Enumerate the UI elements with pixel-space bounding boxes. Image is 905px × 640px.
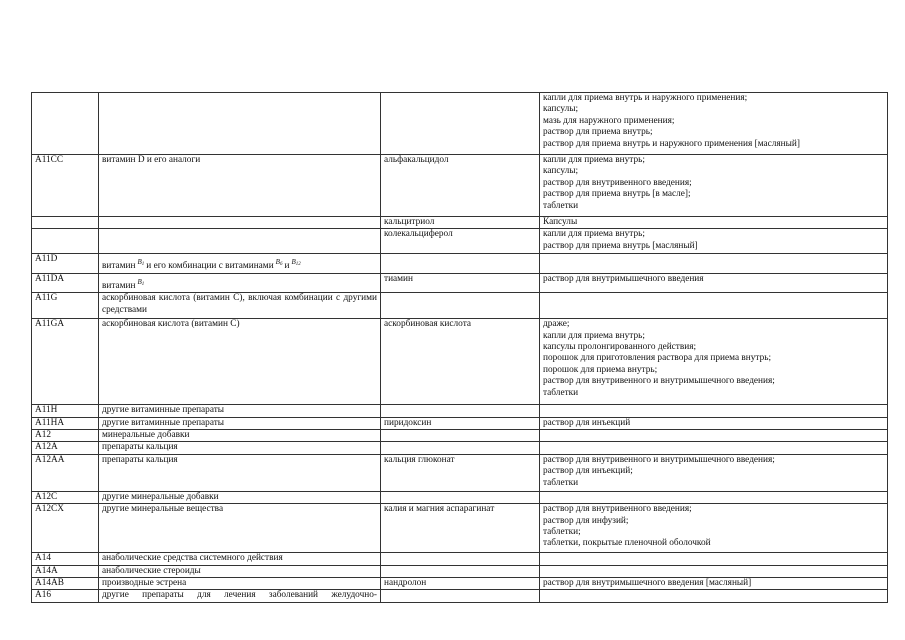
dosage-forms-cell bbox=[540, 229, 888, 254]
dosage-forms-cell bbox=[540, 319, 888, 405]
table-row bbox=[32, 454, 888, 491]
table-row bbox=[32, 93, 888, 155]
inn-cell bbox=[381, 491, 540, 503]
dosage-form: капсулы; bbox=[543, 166, 579, 177]
dosage-form: порошок для приема внутрь; bbox=[543, 364, 658, 375]
dosage-form: раствор для внутримышечного введения [масляный] bbox=[543, 578, 752, 589]
dosage-form: порошок для приготовления раствора для приема внутрь; bbox=[543, 353, 772, 364]
table-row bbox=[32, 229, 888, 254]
inn-cell bbox=[381, 553, 540, 565]
dosage-form: раствор для инъекций bbox=[543, 417, 631, 428]
atc-code-cell: A11H bbox=[32, 405, 99, 417]
dosage-forms-cell bbox=[540, 254, 888, 273]
atc-code-cell: A16 bbox=[32, 590, 99, 602]
atc-code-cell: A12AA bbox=[32, 454, 99, 491]
dosage-form: раствор для приема внутрь и наружного применения [масляный] bbox=[543, 138, 800, 149]
dosage-form: таблетки bbox=[543, 387, 579, 398]
inn-cell bbox=[381, 93, 540, 155]
dosage-form: таблетки bbox=[543, 477, 579, 488]
dosage-forms-cell bbox=[540, 491, 888, 503]
atc-code-cell: A12CX bbox=[32, 504, 99, 553]
dosage-forms-cell bbox=[540, 578, 888, 590]
table-row bbox=[32, 417, 888, 429]
group-name-cell bbox=[99, 93, 381, 155]
dosage-form: раствор для инфузий; bbox=[543, 515, 629, 526]
dosage-forms-cell bbox=[540, 293, 888, 319]
atc-code-cell: A11CC bbox=[32, 155, 99, 217]
table-row bbox=[32, 491, 888, 503]
group-name-cell bbox=[99, 217, 381, 229]
group-name-cell: препараты кальция bbox=[99, 454, 381, 491]
group-name-cell: аскорбиновая кислота (витамин С), включая комбинации с другими средствами bbox=[99, 293, 381, 319]
inn-cell bbox=[381, 405, 540, 417]
dosage-form: таблетки bbox=[543, 200, 579, 211]
dosage-form: капли для приема внутрь; bbox=[543, 155, 645, 165]
inn-cell bbox=[381, 442, 540, 454]
dosage-forms-cell bbox=[540, 273, 888, 292]
dosage-forms-cell bbox=[540, 442, 888, 454]
table-row bbox=[32, 442, 888, 454]
vitamin-b6-symbol: B6 bbox=[275, 258, 283, 268]
group-name-cell: витамин $^{B_1}$ и его комбинации с витаминами $^{B_6}$ и $^{B_{12}}$ bbox=[99, 254, 381, 273]
table-row bbox=[32, 217, 888, 229]
dosage-forms-cell bbox=[540, 155, 888, 217]
drug-classification-table bbox=[31, 92, 888, 603]
atc-code-cell: A11GA bbox=[32, 319, 99, 405]
atc-code-cell: A14 bbox=[32, 553, 99, 565]
dosage-form: раствор для внутривенного и внутримышечного введения; bbox=[543, 376, 775, 387]
atc-code-cell: A11HA bbox=[32, 417, 99, 429]
dosage-form: раствор для внутривенного и внутримышечного введения; bbox=[543, 454, 775, 465]
atc-code-cell: A11DA bbox=[32, 273, 99, 292]
group-name-cell bbox=[99, 229, 381, 254]
dosage-forms-cell bbox=[540, 590, 888, 602]
table-row bbox=[32, 504, 888, 553]
group-name-cell: анаболические стероиды bbox=[99, 565, 381, 577]
table-row bbox=[32, 319, 888, 405]
dosage-forms-cell bbox=[540, 504, 888, 553]
group-name-cell: другие препараты для лечения заболеваний желудочно- bbox=[99, 590, 381, 602]
atc-code-cell: A11D bbox=[32, 254, 99, 273]
atc-code-cell: A14AB bbox=[32, 578, 99, 590]
atc-code-cell: A12 bbox=[32, 430, 99, 442]
inn-cell: тиамин bbox=[381, 273, 540, 292]
dosage-form: капли для приема внутрь и наружного применения; bbox=[543, 93, 748, 103]
inn-cell: аскорбиновая кислота bbox=[381, 319, 540, 405]
atc-code-cell bbox=[32, 217, 99, 229]
table-row bbox=[32, 565, 888, 577]
inn-cell: калия и магния аспарагинат bbox=[381, 504, 540, 553]
group-name-cell: производные эстрена bbox=[99, 578, 381, 590]
inn-cell: нандролон bbox=[381, 578, 540, 590]
inn-cell: колекальциферол bbox=[381, 229, 540, 254]
atc-code-cell: A14A bbox=[32, 565, 99, 577]
dosage-form: драже; bbox=[543, 319, 570, 330]
table-row bbox=[32, 273, 888, 292]
vitamin-b1-symbol: B1 bbox=[137, 277, 145, 287]
dosage-form: раствор для приема внутрь [масляный] bbox=[543, 240, 698, 251]
table-row bbox=[32, 254, 888, 273]
vitamin-b1-symbol: B1 bbox=[137, 258, 145, 268]
table-row bbox=[32, 553, 888, 565]
group-name-cell: другие минеральные добавки bbox=[99, 491, 381, 503]
dosage-form: капли для приема внутрь; bbox=[543, 229, 645, 240]
dosage-forms-cell bbox=[540, 565, 888, 577]
dosage-forms-cell bbox=[540, 93, 888, 155]
atc-code-cell bbox=[32, 229, 99, 254]
dosage-forms-cell bbox=[540, 430, 888, 442]
table-row bbox=[32, 578, 888, 590]
dosage-form: раствор для инъекций; bbox=[543, 466, 633, 477]
dosage-form: Капсулы bbox=[543, 217, 578, 227]
inn-cell bbox=[381, 565, 540, 577]
group-name-cell: другие витаминные препараты bbox=[99, 417, 381, 429]
atc-code-cell: A12C bbox=[32, 491, 99, 503]
vitamin-b12-symbol: B12 bbox=[291, 258, 301, 268]
dosage-form: раствор для внутримышечного введения bbox=[543, 273, 704, 284]
dosage-form: раствор для внутривенного введения; bbox=[543, 504, 692, 515]
table-row bbox=[32, 430, 888, 442]
group-name-cell: минеральные добавки bbox=[99, 430, 381, 442]
dosage-form: раствор для внутривенного введения; bbox=[543, 177, 692, 188]
dosage-form: капли для приема внутрь; bbox=[543, 330, 645, 341]
group-name-cell: витамин $^{B_1}$ bbox=[99, 273, 381, 292]
table-row bbox=[32, 590, 888, 602]
group-name-cell: другие витаминные препараты bbox=[99, 405, 381, 417]
group-name-cell: другие минеральные вещества bbox=[99, 504, 381, 553]
dosage-forms-cell bbox=[540, 217, 888, 229]
inn-cell: кальция глюконат bbox=[381, 454, 540, 491]
group-name-cell: аскорбиновая кислота (витамин С) bbox=[99, 319, 381, 405]
dosage-form: капсулы пролонгированного действия; bbox=[543, 342, 697, 353]
table-row bbox=[32, 405, 888, 417]
group-name-cell: препараты кальция bbox=[99, 442, 381, 454]
dosage-forms-cell bbox=[540, 417, 888, 429]
atc-code-cell bbox=[32, 93, 99, 155]
dosage-form: раствор для приема внутрь; bbox=[543, 127, 653, 138]
dosage-forms-cell bbox=[540, 454, 888, 491]
group-name-cell: витамин D и его аналоги bbox=[99, 155, 381, 217]
dosage-form: таблетки, покрытые пленочной оболочкой bbox=[543, 538, 711, 549]
dosage-form: раствор для приема внутрь [в масле]; bbox=[543, 189, 691, 200]
inn-cell bbox=[381, 293, 540, 319]
inn-cell: альфакальцидол bbox=[381, 155, 540, 217]
inn-cell bbox=[381, 254, 540, 273]
dosage-forms-cell bbox=[540, 553, 888, 565]
inn-cell: кальцитриол bbox=[381, 217, 540, 229]
inn-cell bbox=[381, 590, 540, 602]
atc-code-cell: A12A bbox=[32, 442, 99, 454]
dosage-form: капсулы; bbox=[543, 104, 579, 115]
table-row bbox=[32, 293, 888, 319]
inn-cell: пиридоксин bbox=[381, 417, 540, 429]
group-name-cell: анаболические средства системного действия bbox=[99, 553, 381, 565]
dosage-forms-cell bbox=[540, 405, 888, 417]
table-row bbox=[32, 155, 888, 217]
atc-code-cell: A11G bbox=[32, 293, 99, 319]
dosage-form: мазь для наружного применения; bbox=[543, 115, 675, 126]
dosage-form: таблетки; bbox=[543, 527, 581, 538]
inn-cell bbox=[381, 430, 540, 442]
